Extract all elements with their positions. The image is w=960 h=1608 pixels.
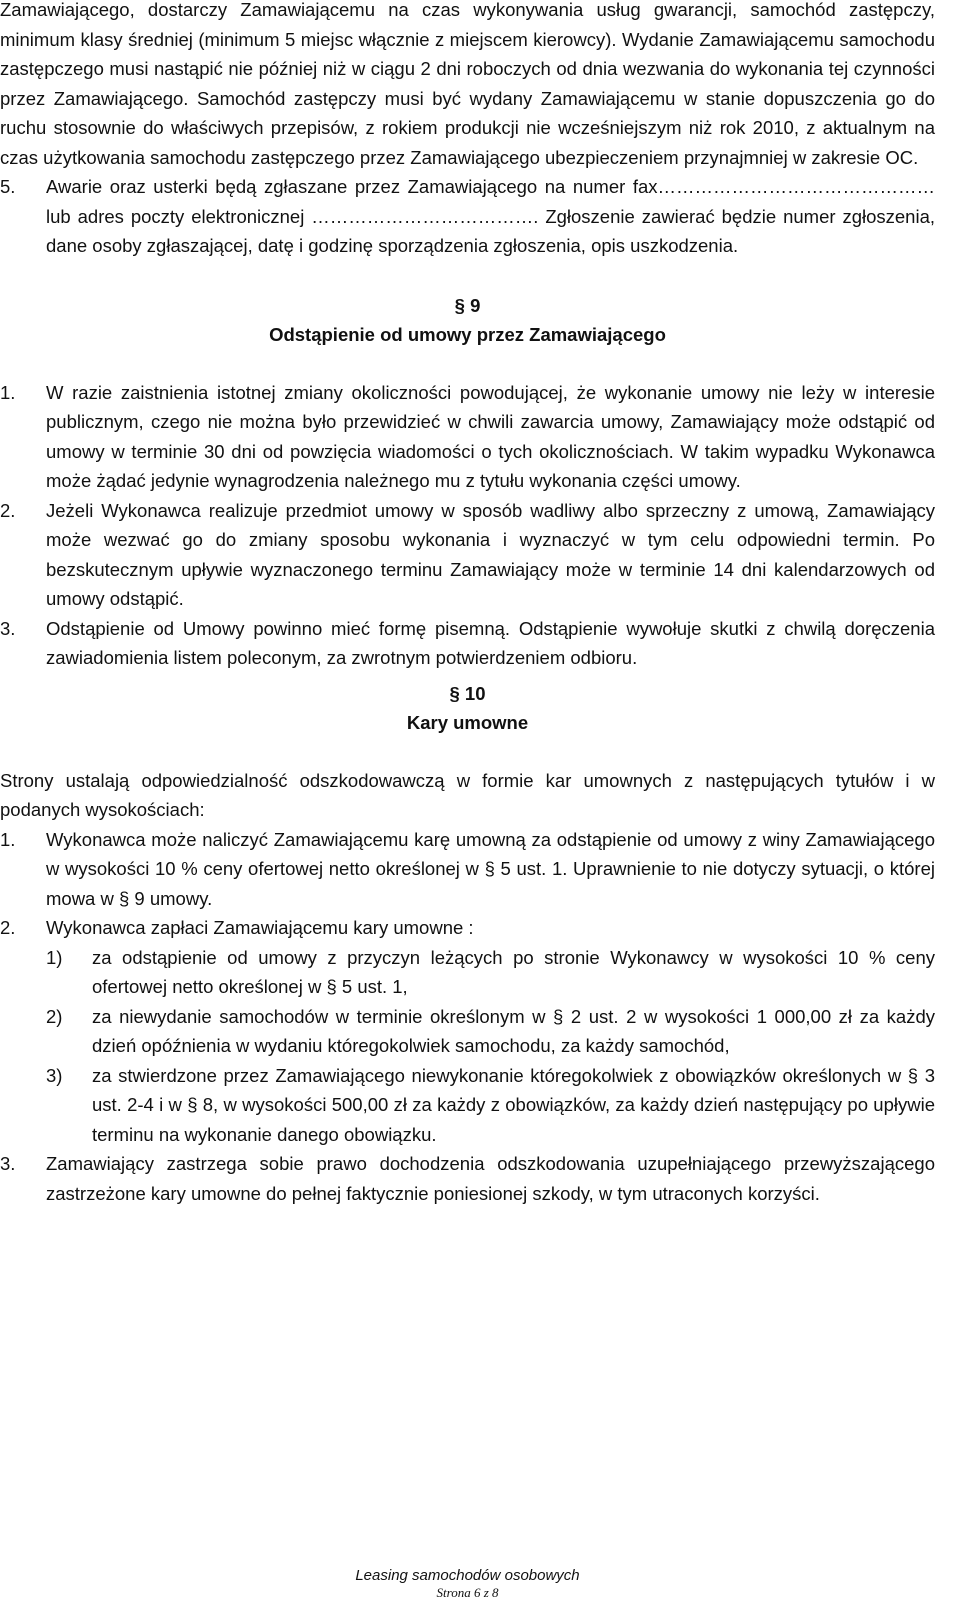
sub-item-number: 3) xyxy=(46,1064,63,1086)
sub-list xyxy=(46,943,935,1150)
section-10-item-1 xyxy=(0,825,935,914)
item-text: Jeżeli Wykonawca realizuje przedmiot umowy w sposób wadliwy albo sprzeczny z umową, Zamawiający może wezwać go do zmiany sposobu wykonania i wyznaczyć w tym celu odpowiedni termin. Po bezskutecznym upływie wyznaczonego terminu Zamawiający może w terminie 14 dni kalendarzowych od umowy odstąpić. xyxy=(46,499,935,609)
list-item-5 xyxy=(0,172,935,261)
item-number: 5. xyxy=(0,176,16,197)
section-9-item-3 xyxy=(0,614,935,673)
item-text: W razie zaistnienia istotnej zmiany okoliczności powodującej, że wykonanie umowy nie leży w interesie publicznym, czego nie można było przewidzieć w chwili zawarcia umowy, Zamawiający może odstąpić od umowy w terminie 30 dni od powzięcia wiadomości o tych okolicznościach. W takim wypadku Wykonawca może żądać jedynie wynagrodzenia należnego mu z tytułu wykonania części umowy. xyxy=(46,381,935,491)
sub-item-text: za odstąpienie od umowy z przyczyn leżących po stronie Wykonawcy w wysokości 10 % ceny ofertowej netto określonej w § 5 ust. 1, xyxy=(92,946,935,997)
item-number: 2. xyxy=(0,917,16,938)
item-text: Wykonawca zapłaci Zamawiającemu kary umowne : xyxy=(46,917,474,938)
page-footer xyxy=(0,1567,935,1601)
sub-item-text: za niewydanie samochodów w terminie określonym w § 2 ust. 2 w wysokości 1 000,00 zł za każdy dzień opóźnienia w wydaniu któregokolwiek samochodu, za każdy samochód, xyxy=(92,1005,935,1056)
section-9-item-1 xyxy=(0,378,935,496)
footer-title: Leasing samochodów osobowych xyxy=(355,1567,580,1584)
item-text: Odstąpienie od Umowy powinno mieć formę pisemną. Odstąpienie wywołuje skutki z chwilą doręczenia zawiadomienia listem poleconym, za zwrotnym potwierdzeniem odbioru. xyxy=(46,617,935,668)
item-number: 3. xyxy=(0,1153,16,1174)
section-9-item-2 xyxy=(0,496,935,614)
item-number: 2. xyxy=(0,499,16,521)
item-text: Zamawiający zastrzega sobie prawo dochodzenia odszkodowania uzupełniającego przewyższającego zastrzeżone kary umowne do pełnej faktycznie poniesionej szkody, w tym utraconych korzyści. xyxy=(46,1153,935,1204)
sub-item-3 xyxy=(46,1061,935,1150)
item-number: 3. xyxy=(0,617,16,639)
sub-item-text: za stwierdzone przez Zamawiającego niewykonanie któregokolwiek z obowiązków określonych w § 3 ust. 2-4 i w § 8, w wysokości 500,00 zł za każdy z obowiązków, za każdy dzień następujący po upływie terminu na wykonanie danego obowiązku. xyxy=(92,1064,935,1145)
intro-paragraph: Zamawiającego, dostarczy Zamawiającemu na czas wykonywania usług gwarancji, samochód zastępczy, minimum klasy średniej (minimum 5 miejsc włącznie z miejscem kierowcy). Wydanie Zamawiającemu samochodu zastępczego musi nastąpić nie później niż w ciągu 2 dni roboczych od dnia wezwania do wykonania tej czynności przez Zamawiającego. Samochód zastępczy musi być wydany Zamawiającemu w stanie dopuszczenia go do ruchu stosownie do właściwych przepisów, z rokiem produkcji nie wcześniejszym niż rok 2010, z aktualnym na czas użytkowania samochodu zastępczego przez Zamawiającego ubezpieczeniem przynajmniej w zakresie OC. xyxy=(0,0,935,168)
section-10-sign: § 10 xyxy=(449,682,486,704)
section-10-intro: Strony ustalają odpowiedzialność odszkodowawczą w formie kar umownych z następujących tytułów i w podanych wysokościach: xyxy=(0,769,935,820)
section-10-item-2 xyxy=(0,913,935,943)
section-10-item-3 xyxy=(0,1149,935,1208)
section-9-sign: § 9 xyxy=(454,294,481,316)
section-10-title: Kary umowne xyxy=(406,712,529,733)
section-9-title: Odstąpienie od umowy przez Zamawiającego xyxy=(269,324,666,345)
item-text: Wykonawca może naliczyć Zamawiającemu karę umowną za odstąpienie od umowy z winy Zamawiającego w wysokości 10 % ceny ofertowej netto określonej w § 5 ust. 1. Uprawnienie to nie dotyczy sytuacji, o której mowa w § 9 umowy. xyxy=(46,828,935,909)
sub-item-2 xyxy=(46,1002,935,1061)
item-number: 1. xyxy=(0,828,16,850)
item-number: 1. xyxy=(0,381,16,403)
sub-item-number: 1) xyxy=(46,946,63,968)
sub-item-1 xyxy=(46,943,935,1002)
footer-page-number: Strona 6 z 8 xyxy=(436,1585,499,1600)
sub-item-number: 2) xyxy=(46,1005,63,1027)
item-text: Awarie oraz usterki będą zgłaszane przez Zamawiającego na numer fax……………………………………… lub adres poczty elektronicznej ………………………………. Zgłoszenie zawierać będzie numer zgłoszenia, dane osoby zgłaszającej, datę i godzinę sporządzenia zgłoszenia, opis uszkodzenia. xyxy=(46,176,935,256)
